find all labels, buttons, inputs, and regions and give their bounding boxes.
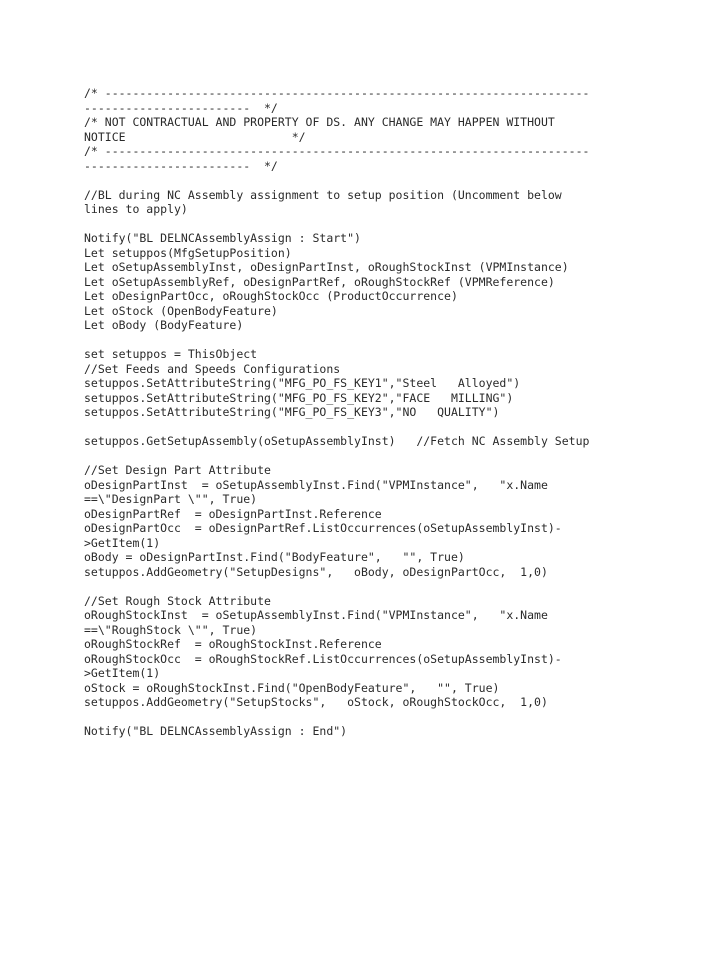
code-line: ==\"DesignPart \"", True)	[84, 492, 258, 506]
blank-line	[84, 217, 644, 232]
code-line: oStock = oRoughStockInst.Find("OpenBodyFeature", "", True)	[84, 680, 500, 695]
code-line: oRoughStockOcc = oRoughStockRef.ListOccurrences(oSetupAssemblyInst)-	[84, 651, 562, 666]
code-line: Let setuppos(MfgSetupPosition)	[84, 245, 292, 260]
code-line: setuppos.SetAttributeString("MFG_PO_FS_KEY3","NO QUALITY")	[84, 405, 500, 419]
code-line: //Set Rough Stock Attribute	[84, 593, 271, 608]
code-line: NOTICE */	[84, 129, 306, 144]
blank-line	[84, 449, 644, 464]
code-line: Let oBody (BodyFeature)	[84, 318, 244, 332]
code-line: /* ----------------------------------------------------------------------	[84, 86, 590, 100]
code-line: oRoughStockRef = oRoughStockInst.Reference	[84, 637, 382, 651]
code-line: Notify("BL DELNCAssemblyAssign : Start")	[84, 231, 361, 245]
code-line: /* ----------------------------------------------------------------------	[84, 144, 590, 158]
code-line: set setuppos = ThisObject	[84, 347, 258, 361]
code-line: Let oSetupAssemblyRef, oDesignPartRef, oRoughStockRef (VPMReference)	[84, 274, 555, 289]
code-line: /* NOT CONTRACTUAL AND PROPERTY OF DS. ANY CHANGE MAY HAPPEN WITHOUT	[84, 115, 555, 129]
blank-line	[84, 579, 644, 594]
code-line: oDesignPartOcc = oDesignPartRef.ListOccurrences(oSetupAssemblyInst)-	[84, 521, 562, 535]
code-line: ------------------------ */	[84, 100, 278, 115]
code-line: >GetItem(1)	[84, 666, 161, 680]
blank-line	[84, 173, 644, 188]
code-line: //BL during NC Assembly assignment to setup position (Uncomment below	[84, 187, 562, 202]
code-line: setuppos.GetSetupAssembly(oSetupAssemblyInst) //Fetch NC Assembly Setup	[84, 434, 590, 448]
code-line: setuppos.SetAttributeString("MFG_PO_FS_KEY1","Steel Alloyed")	[84, 376, 521, 390]
code-line: Let oSetupAssemblyInst, oDesignPartInst, oRoughStockInst (VPMInstance)	[84, 260, 569, 274]
code-line: //Set Design Part Attribute	[84, 463, 271, 477]
code-line: Notify("BL DELNCAssemblyAssign : End")	[84, 724, 348, 738]
code-line: oDesignPartInst = oSetupAssemblyInst.Find("VPMInstance", "x.Name	[84, 477, 548, 492]
blank-line	[84, 333, 644, 348]
code-line: ==\"RoughStock \"", True)	[84, 622, 258, 637]
code-line: lines to apply)	[84, 202, 188, 216]
code-line: //Set Feeds and Speeds Configurations	[84, 361, 341, 376]
code-listing	[84, 86, 644, 739]
code-line: setuppos.AddGeometry("SetupStocks", oStock, oRoughStockOcc, 1,0)	[84, 695, 548, 709]
blank-line	[84, 420, 644, 435]
code-line: >GetItem(1)	[84, 535, 161, 550]
code-line: Let oStock (OpenBodyFeature)	[84, 303, 278, 318]
code-line: setuppos.SetAttributeString("MFG_PO_FS_KEY2","FACE MILLING")	[84, 390, 514, 405]
code-line: oBody = oDesignPartInst.Find("BodyFeature", "", True)	[84, 550, 465, 564]
code-line: ------------------------ */	[84, 158, 278, 173]
blank-line	[84, 710, 644, 725]
code-line: oDesignPartRef = oDesignPartInst.Reference	[84, 506, 382, 521]
code-line: Let oDesignPartOcc, oRoughStockOcc (ProductOccurrence)	[84, 289, 458, 303]
code-line: setuppos.AddGeometry("SetupDesigns", oBody, oDesignPartOcc, 1,0)	[84, 564, 548, 579]
code-line: oRoughStockInst = oSetupAssemblyInst.Find("VPMInstance", "x.Name	[84, 608, 548, 622]
